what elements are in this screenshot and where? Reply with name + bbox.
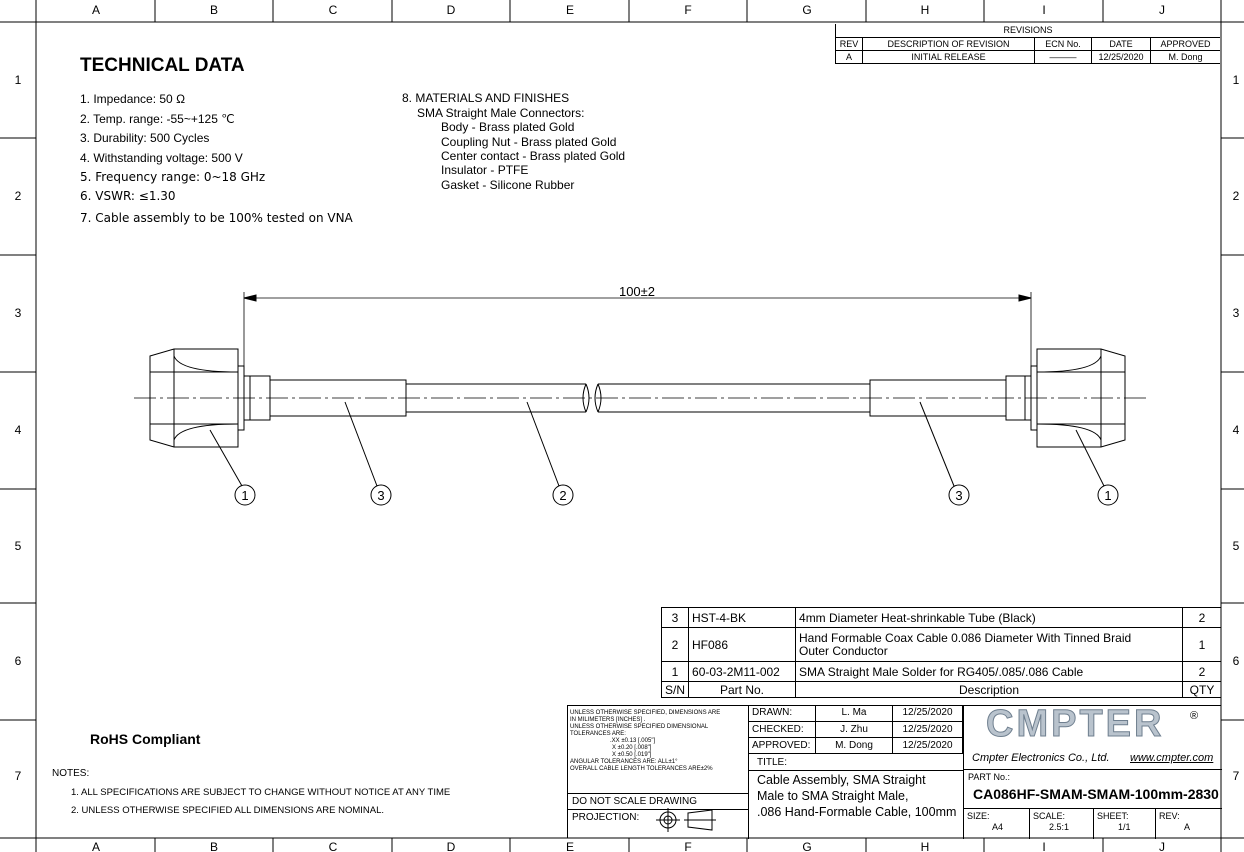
bom-desc-line2: Outer Conductor: [799, 643, 888, 658]
zone-col-h: H: [920, 3, 930, 17]
rev-header-approved: APPROVED: [1151, 37, 1221, 50]
callout-3-right: 3: [955, 488, 963, 503]
material-insulator: Insulator - PTFE: [441, 163, 529, 177]
rev-row-rev: A: [836, 50, 863, 63]
zone-col-c-bottom: C: [328, 840, 338, 852]
title-block: [567, 705, 1221, 838]
bom-part: HST-4-BK: [689, 608, 796, 628]
bom-header-part: Part No.: [689, 682, 796, 698]
signoff-approved-name: M. Dong: [816, 737, 893, 753]
title-line-2: Male to SMA Straight Male,: [757, 789, 909, 803]
zone-col-i: I: [1042, 3, 1046, 17]
dimension-length: 100±2: [618, 284, 656, 299]
company-logo: CMPTER: [986, 703, 1165, 745]
bom-sn: 2: [662, 628, 689, 662]
zone-col-i-bottom: I: [1042, 840, 1046, 852]
rev-row-date: 12/25/2020: [1092, 50, 1151, 63]
revisions-table: [835, 24, 1220, 64]
tol-line7: X ±0.50 [.019"]: [612, 752, 652, 758]
rev-header-ecn: ECN No.: [1035, 37, 1092, 50]
tol-line1: UNLESS OTHERWISE SPECIFIED, DIMENSIONS ARE: [570, 710, 721, 716]
signoff-table: [748, 705, 963, 754]
tol-line9: OVERALL CABLE LENGTH TOLERANCES ARE±2%: [570, 766, 713, 772]
table-row: [662, 608, 1222, 628]
title-line-1: Cable Assembly, SMA Straight: [757, 773, 926, 787]
bom-qty: 2: [1183, 662, 1222, 682]
zone-row-4: 4: [14, 423, 22, 437]
tol-line5: .XX ±0.13 [.005"]: [610, 738, 656, 744]
spec-temp-range: 2. Temp. range: -55~+125 ℃: [80, 112, 235, 126]
table-row: [662, 628, 1222, 662]
signoff-checked-name: J. Zhu: [816, 721, 893, 737]
zone-col-a-bottom: A: [91, 840, 101, 852]
bom-header-row: [662, 682, 1222, 698]
rev-header-desc: DESCRIPTION OF REVISION: [863, 37, 1035, 50]
zone-col-g-bottom: G: [802, 840, 812, 852]
projection-label: PROJECTION:: [572, 812, 640, 823]
materials-sub: SMA Straight Male Connectors:: [417, 106, 585, 120]
rev-row-desc: INITIAL RELEASE: [863, 50, 1035, 63]
bom-desc: SMA Straight Male Solder for RG405/.085/.086 Cable: [796, 662, 1183, 682]
notes-heading: NOTES:: [52, 768, 90, 779]
zone-col-a: A: [91, 3, 101, 17]
zone-col-d: D: [446, 3, 456, 17]
zone-row-5: 5: [14, 539, 22, 553]
bom-qty: 1: [1183, 628, 1222, 662]
title-label: TITLE:: [757, 757, 788, 768]
signoff-drawn-role: DRAWN:: [749, 705, 816, 721]
rev-row-ecn: ———: [1035, 50, 1092, 63]
rev-row-approved: M. Dong: [1151, 50, 1221, 63]
zone-row-7-right: 7: [1232, 769, 1240, 783]
zone-row-1: 1: [14, 73, 22, 87]
zone-row-3-right: 3: [1232, 306, 1240, 320]
tol-line4: TOLERANCES ARE:: [570, 731, 626, 737]
zone-row-2-right: 2: [1232, 189, 1240, 203]
zone-col-e-bottom: E: [565, 840, 575, 852]
size-label: SIZE:: [967, 811, 990, 821]
signoff-approved-date: 12/25/2020: [893, 737, 963, 753]
part-no: CA086HF-SMAM-SMAM-100mm-2830: [973, 786, 1219, 802]
scale-label: SCALE:: [1033, 811, 1066, 821]
bom-qty: 2: [1183, 608, 1222, 628]
cable-assembly-drawing: [134, 292, 1150, 505]
zone-col-d-bottom: D: [446, 840, 456, 852]
rev-header-date: DATE: [1092, 37, 1151, 50]
zone-col-b: B: [209, 3, 219, 17]
rev-header-rev: REV: [836, 37, 863, 50]
zone-row-5-right: 5: [1232, 539, 1240, 553]
tol-line3: UNLESS OTHERWISE SPECIFIED DIMENSIONAL: [570, 724, 709, 730]
bom-desc: 4mm Diameter Heat-shrinkable Tube (Black): [796, 608, 1183, 628]
signoff-drawn-date: 12/25/2020: [893, 705, 963, 721]
zone-row-6: 6: [14, 654, 22, 668]
scale-value: 2.5:1: [1049, 822, 1070, 832]
bom-desc: [796, 628, 1183, 662]
zone-row-7: 7: [14, 769, 22, 783]
bom-desc-line1: Hand Formable Coax Cable 0.086 Diameter With Tinned Braid: [799, 630, 1132, 645]
signoff-approved-role: APPROVED:: [749, 737, 816, 753]
bom-sn: 1: [662, 662, 689, 682]
zone-row-2: 2: [14, 189, 22, 203]
zone-row-4-right: 4: [1232, 423, 1240, 437]
callout-2: 2: [559, 488, 567, 503]
zone-col-b-bottom: B: [209, 840, 219, 852]
spec-impedance: 1. Impedance: 50 Ω: [80, 92, 186, 106]
zone-col-f: F: [684, 3, 692, 17]
bom-header-sn: S/N: [662, 682, 689, 698]
revisions-title: REVISIONS: [836, 24, 1221, 37]
tol-line6: X ±0.20 [.008"]: [612, 745, 652, 751]
signoff-checked-date: 12/25/2020: [893, 721, 963, 737]
sheet-label: SHEET:: [1097, 811, 1129, 821]
material-body: Body - Brass plated Gold: [441, 120, 575, 134]
title-line-3: .086 Hand-Formable Cable, 100mm: [757, 805, 957, 819]
rohs-compliant: RoHS Compliant: [90, 731, 201, 747]
spec-vna-test: 7. Cable assembly to be 100% tested on VNA: [80, 211, 353, 225]
zone-col-f-bottom: F: [684, 840, 692, 852]
company-name: Cmpter Electronics Co., Ltd.: [972, 752, 1110, 764]
do-not-scale: DO NOT SCALE DRAWING: [572, 796, 698, 807]
callout-3-left: 3: [377, 488, 385, 503]
tol-line2: IN MILIMETERS [INCHES] .: [570, 717, 646, 723]
callout-1-left: 1: [241, 488, 249, 503]
material-center-contact: Center contact - Brass plated Gold: [441, 149, 626, 163]
materials-heading: 8. MATERIALS AND FINISHES: [402, 91, 570, 105]
material-gasket: Gasket - Silicone Rubber: [441, 178, 575, 192]
bom-part: 60-03-2M11-002: [689, 662, 796, 682]
zone-col-g: G: [802, 3, 812, 17]
rev-label: REV:: [1159, 811, 1180, 821]
bom-part: HF086: [689, 628, 796, 662]
material-coupling-nut: Coupling Nut - Brass plated Gold: [441, 135, 617, 149]
zone-col-c: C: [328, 3, 338, 17]
note-1: 1. ALL SPECIFICATIONS ARE SUBJECT TO CHANGE WITHOUT NOTICE AT ANY TIME: [71, 787, 451, 798]
table-row: [662, 662, 1222, 682]
spec-vswr: 6. VSWR: ≤1.30: [80, 189, 176, 203]
callout-1-right: 1: [1104, 488, 1112, 503]
zone-col-j-bottom: J: [1159, 840, 1165, 852]
zone-col-h-bottom: H: [920, 840, 930, 852]
zone-row-1-right: 1: [1232, 73, 1240, 87]
bom-sn: 3: [662, 608, 689, 628]
bom-header-desc: Description: [796, 682, 1183, 698]
spec-frequency: 5. Frequency range: 0~18 GHz: [80, 170, 266, 184]
sheet-value: 1/1: [1118, 822, 1131, 832]
bom-table: [661, 607, 1221, 698]
zone-row-3: 3: [14, 306, 22, 320]
technical-data-heading: TECHNICAL DATA: [80, 55, 245, 76]
rev-value: A: [1184, 822, 1191, 832]
zone-col-j: J: [1159, 3, 1165, 17]
part-no-label: PART No.:: [968, 772, 1011, 782]
zone-col-e: E: [565, 3, 575, 17]
company-website[interactable]: www.cmpter.com: [1130, 752, 1214, 764]
spec-voltage: 4. Withstanding voltage: 500 V: [80, 151, 243, 165]
note-2: 2. UNLESS OTHERWISE SPECIFIED ALL DIMENSIONS ARE NOMINAL.: [71, 805, 385, 816]
spec-durability: 3. Durability: 500 Cycles: [80, 131, 210, 145]
bom-header-qty: QTY: [1183, 682, 1222, 698]
size-value: A4: [992, 822, 1004, 832]
signoff-drawn-name: L. Ma: [816, 705, 893, 721]
tol-line8: ANGULAR TOLERANCES ARE: ALL±1°: [570, 759, 678, 765]
registered-mark: ®: [1190, 710, 1199, 722]
signoff-checked-role: CHECKED:: [749, 721, 816, 737]
zone-row-6-right: 6: [1232, 654, 1240, 668]
